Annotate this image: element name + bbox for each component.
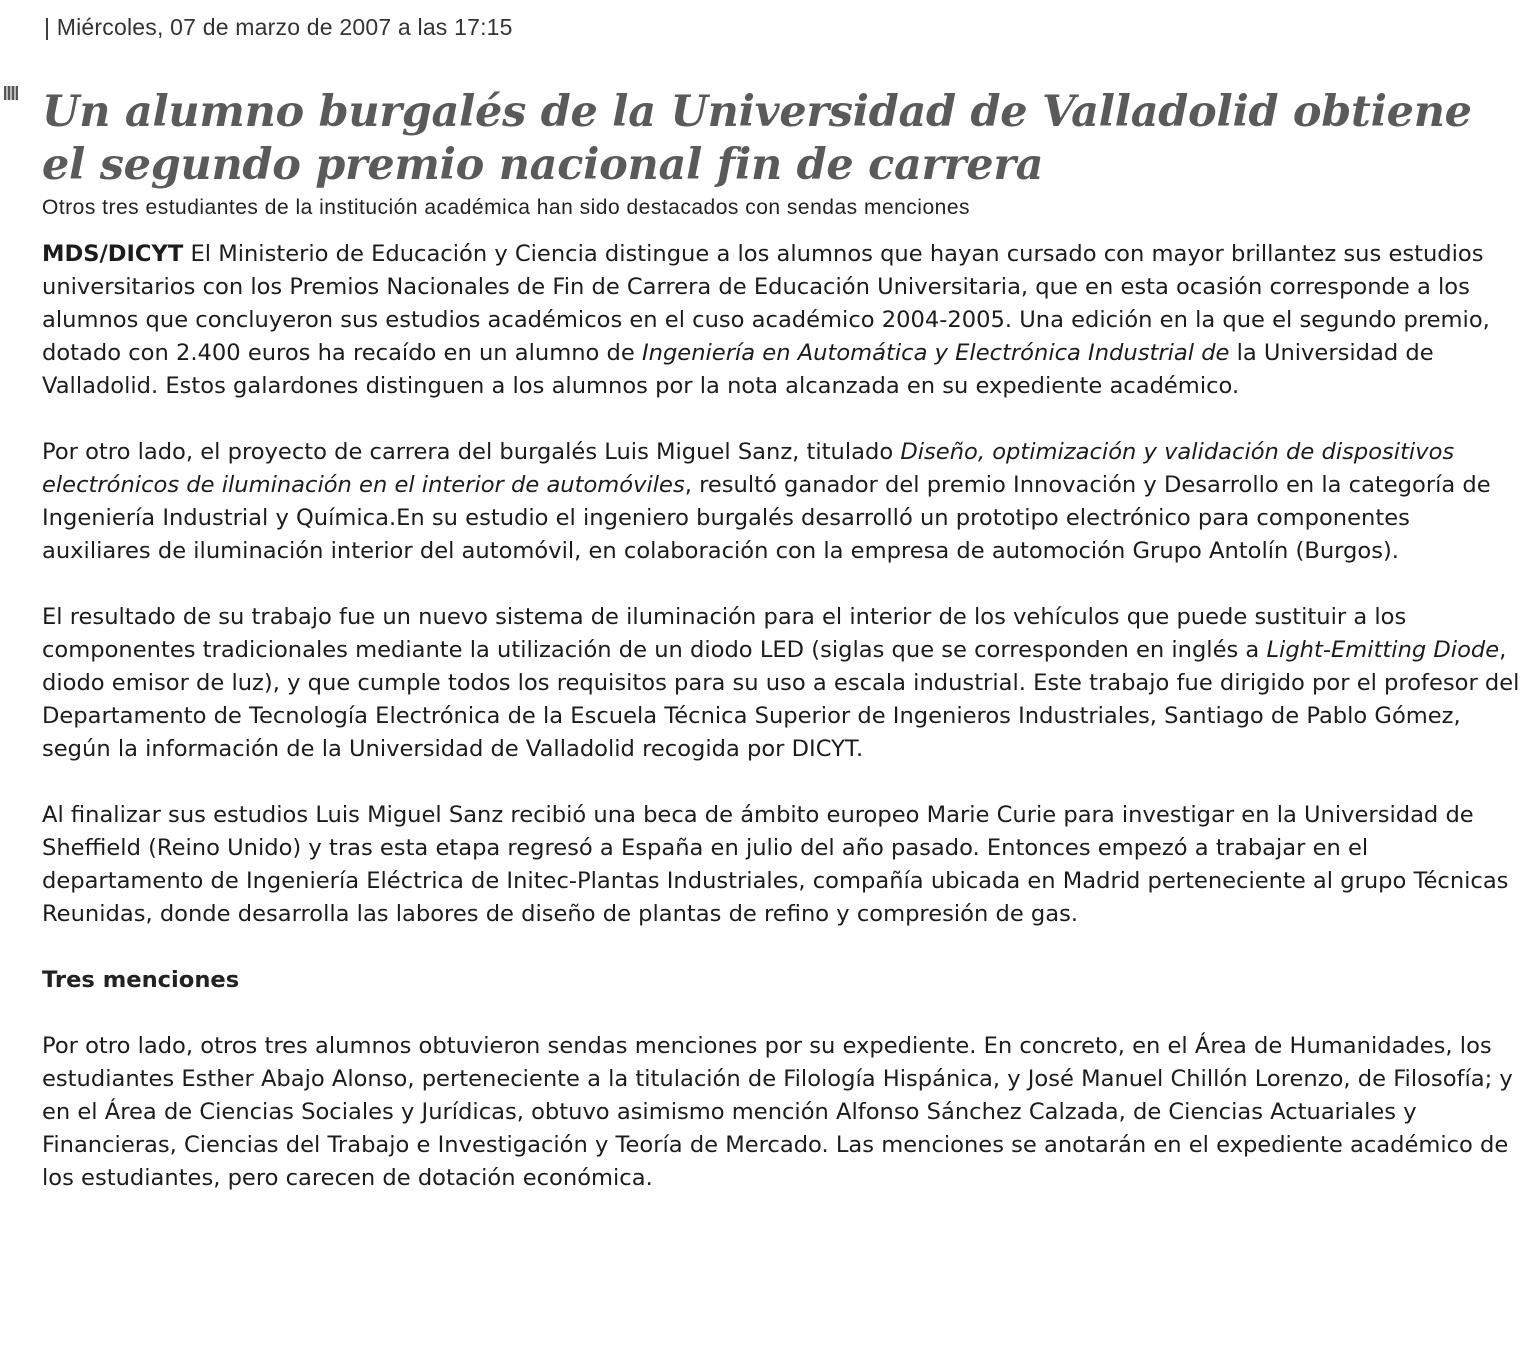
paragraph-1 xyxy=(42,238,1520,403)
paragraph-2-text-a: Por otro lado, el proyecto de carrera del burgalés Luis Miguel Sanz, titulado xyxy=(42,439,901,465)
paragraph-3-text-a: El resultado de su trabajo fue un nuevo sistema de iluminación para el interior de los vehículos que puede sustituir a los componentes tradicionales mediante la utilización de un diodo LED (siglas que se corresponden en inglés a xyxy=(42,604,1407,663)
paragraph-5: Por otro lado, otros tres alumnos obtuvieron sendas menciones por su expediente. En concreto, en el Área de Humanidades, los estudiantes Esther Abajo Alonso, perteneciente a la titulación de Filología Hispánica, y José Manuel Chillón Lorenzo, de Filosofía; y en el Área de Ciencias Sociales y Jurídicas, obtuvo asimismo mención Alfonso Sánchez Calzada, de Ciencias Actuariales y Financieras, Ciencias del Trabajo e Investigación y Teoría de Mercado. Las menciones se anotarán en el expediente académico de los estudiantes, pero carecen de dotación económica. xyxy=(42,1033,1513,1191)
paragraph-1-emphasis: Ingeniería en Automática y Electrónica Industrial de xyxy=(641,340,1230,366)
paragraph-3 xyxy=(42,601,1520,766)
paragraph-3-emphasis: Light-Emitting Diode xyxy=(1266,637,1500,663)
headline-bullet-icon xyxy=(4,86,18,100)
article-subheadline: Otros tres estudiantes de la institución académica han sido destacados con sendas menciones xyxy=(42,196,971,219)
article-body xyxy=(42,238,1520,1228)
article-byline: MDS/DICYT xyxy=(42,241,184,267)
paragraph-1-text-a: El Ministerio de Educación y Ciencia distingue a los alumnos que hayan cursado con mayor brillantez sus estudios universitarios con los Premios Nacionales de Fin de Carrera de Educación Universitaria, que en esta ocasión corresponde a los alumnos que concluyeron sus estudios académicos en el cuso académico 2004-2005. Una edición en la que el segundo premio, dotado con 2.400 euros ha recaído en un alumno de xyxy=(42,241,1490,366)
paragraph-2-project-title: Diseño, optimización y validación de dispositivos electrónicos de iluminación en el interior de automóviles xyxy=(42,439,1455,498)
section-heading-tres-menciones: Tres menciones xyxy=(42,967,240,993)
paragraph-1-text-b: la Universidad de Valladolid. Estos galardones distinguen a los alumnos por la nota alcanzada en su expediente académico. xyxy=(42,340,1434,399)
paragraph-2 xyxy=(42,436,1520,568)
article-dateline: | Miércoles, 07 de marzo de 2007 a las 17:15 xyxy=(44,14,513,40)
paragraph-4: Al finalizar sus estudios Luis Miguel Sanz recibió una beca de ámbito europeo Marie Curie para investigar en la Universidad de Sheffield (Reino Unido) y tras esta etapa regresó a España en julio del año pasado. Entonces empezó a trabajar en el departamento de Ingeniería Eléctrica de Initec-Plantas Industriales, compañía ubicada en Madrid perteneciente al grupo Técnicas Reunidas, donde desarrolla las labores de diseño de plantas de refino y compresión de gas. xyxy=(42,802,1509,927)
article-headline: Un alumno burgalés de la Universidad de Valladolid obtiene el segundo premio nacional fin de carrera xyxy=(42,87,1472,190)
paragraph-2-text-b: , resultó ganador del premio Innovación y Desarrollo en la categoría de Ingeniería Industrial y Química.En su estudio el ingeniero burgalés desarrolló un prototipo electrónico para componentes auxiliares de iluminación interior del automóvil, en colaboración con la empresa de automoción Grupo Antolín (Burgos). xyxy=(42,472,1491,564)
paragraph-3-text-b: , diodo emisor de luz), y que cumple todos los requisitos para su uso a escala industrial. Este trabajo fue dirigido por el profesor del Departamento de Tecnología Electrónica de la Escuela Técnica Superior de Ingenieros Industriales, Santiago de Pablo Gómez, según la información de la Universidad de Valladolid recogida por DICYT. xyxy=(42,637,1520,762)
